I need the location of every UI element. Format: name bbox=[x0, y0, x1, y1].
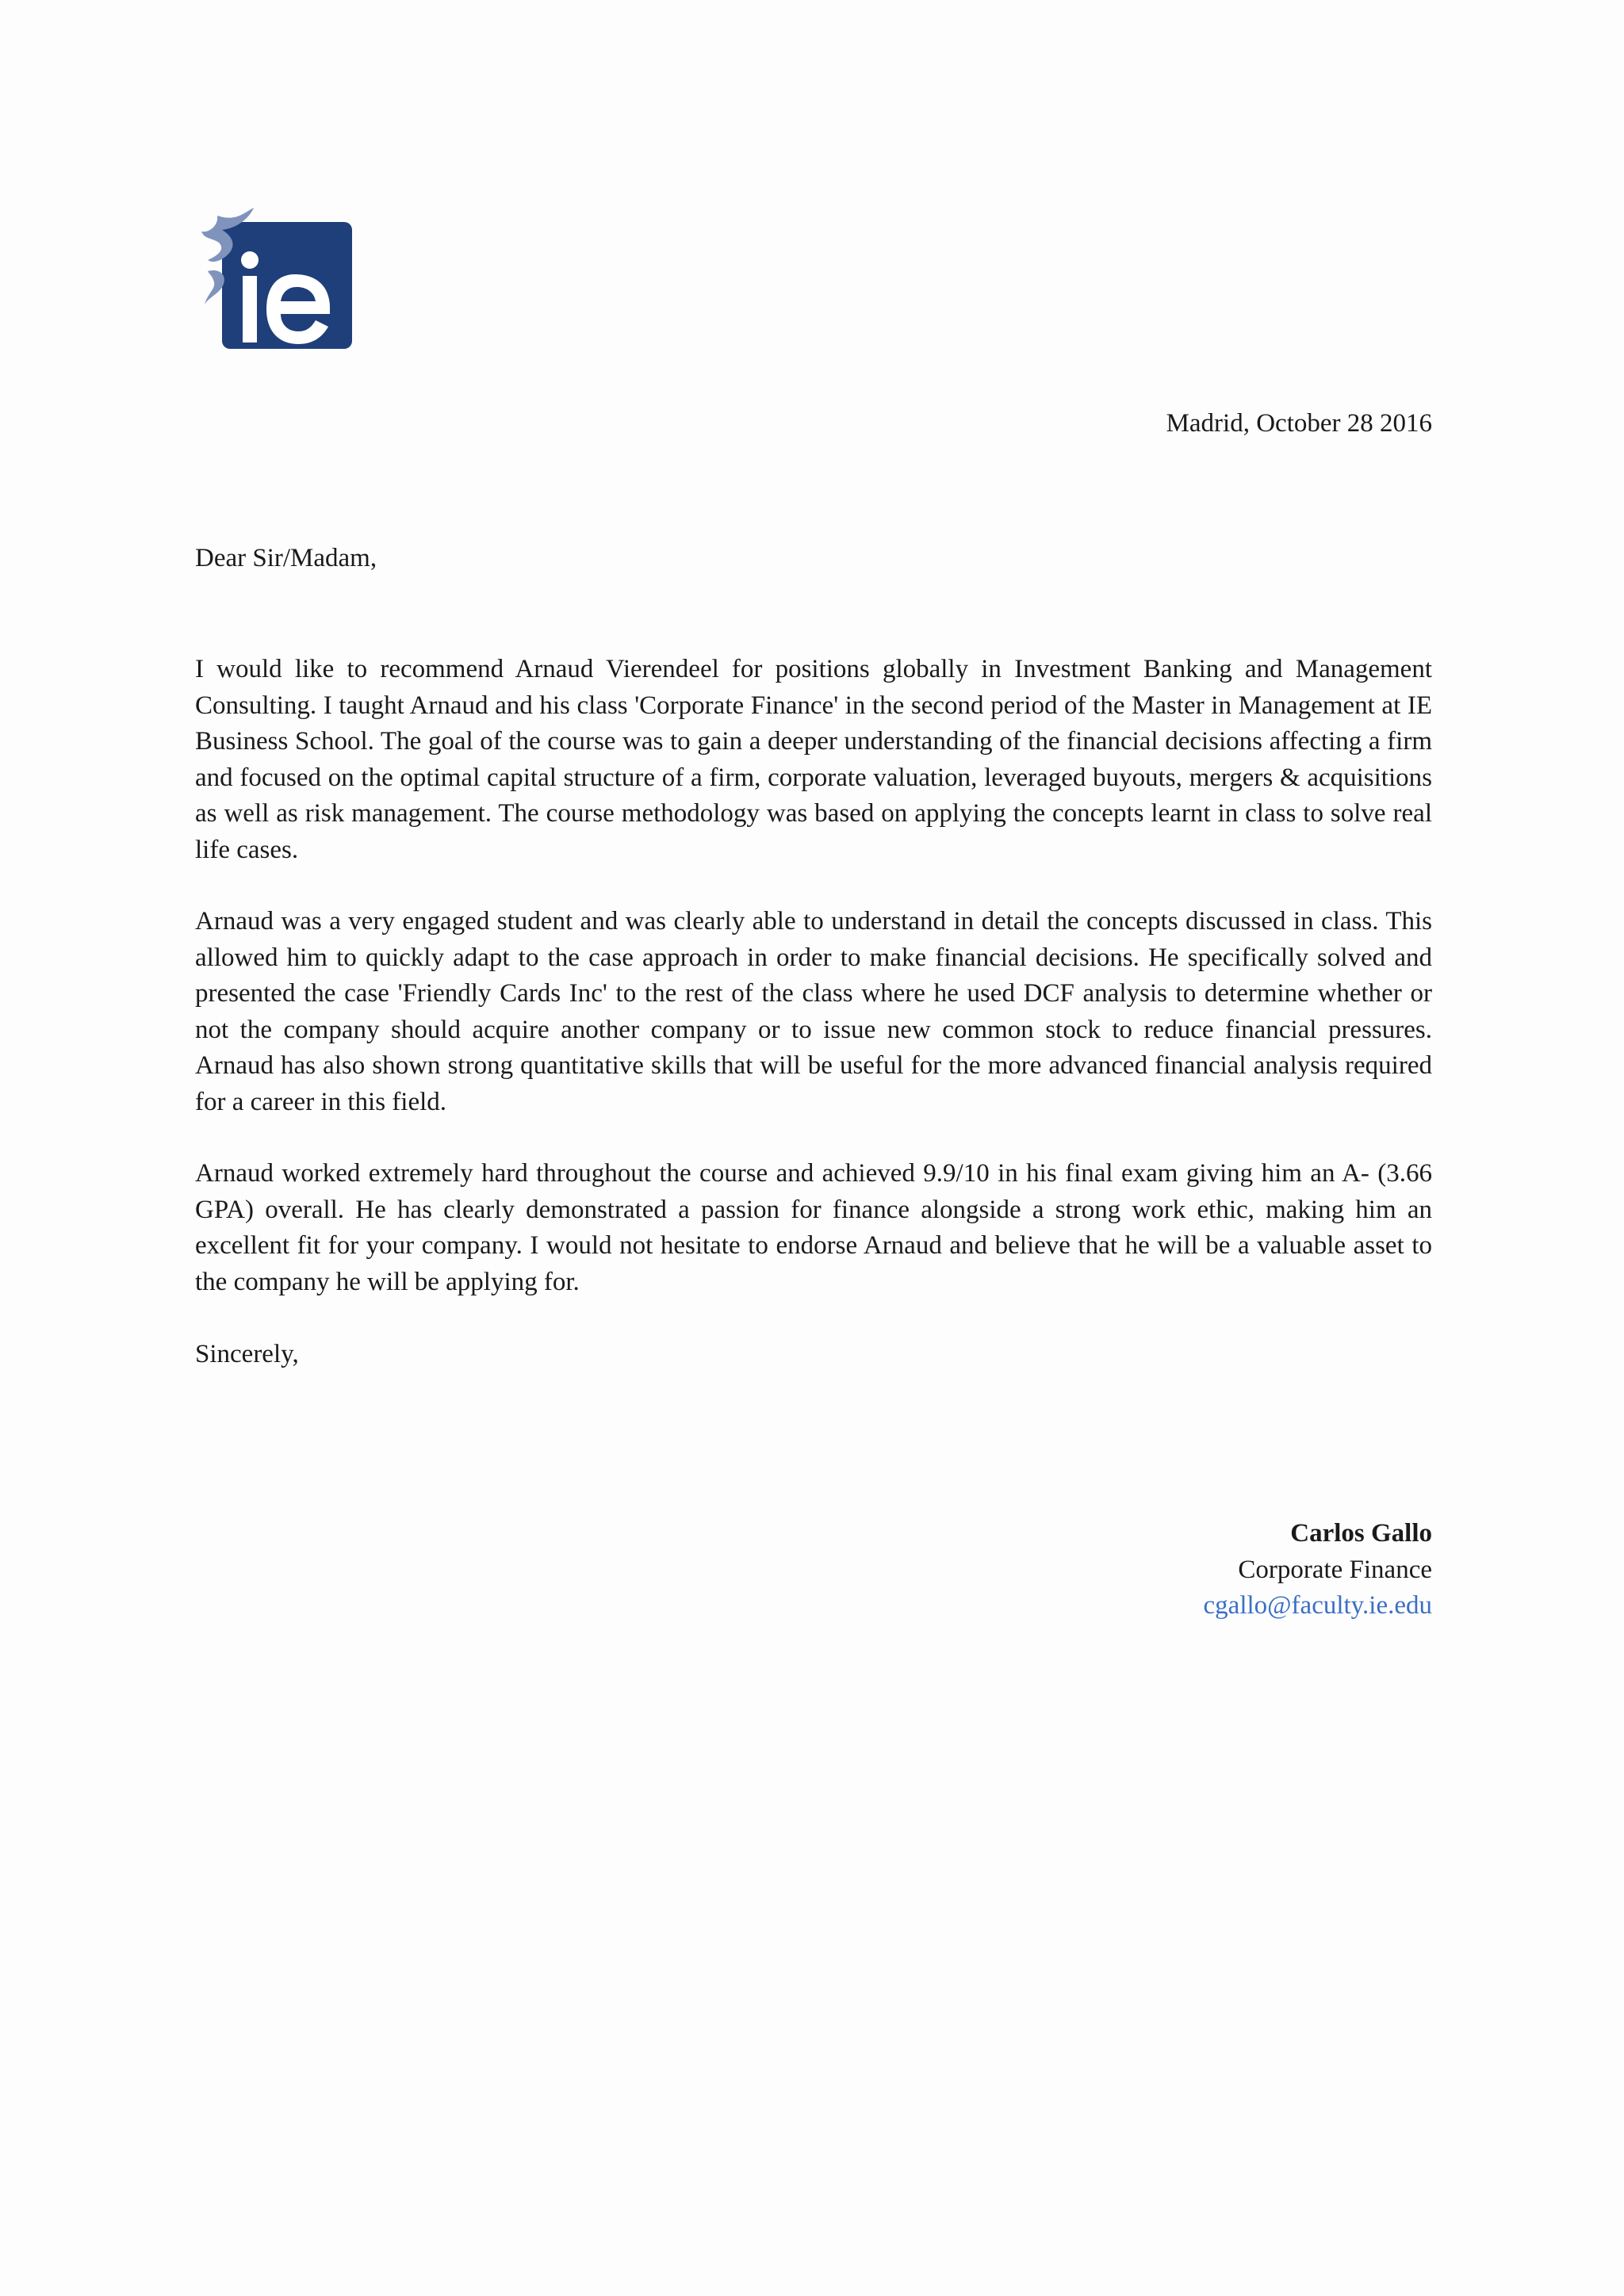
letter-date: Madrid, October 28 2016 bbox=[1166, 409, 1432, 438]
signature-block bbox=[1204, 1516, 1432, 1624]
signature-email-link[interactable]: cgallo@faculty.ie.edu bbox=[1203, 1591, 1432, 1620]
signature-name: Carlos Gallo bbox=[1290, 1519, 1432, 1548]
signature-department: Corporate Finance bbox=[1238, 1555, 1432, 1584]
body-paragraph-1: I would like to recommend Arnaud Vierendeel for positions globally in Investment Banking and Management Consulting. I taught Arnaud and his class 'Corporate Finance' in the second period of the Master in Management at IE Business School. The goal of the course was to gain a deeper understanding of the financial decisions affecting a firm and focused on the optimal capital structure of a firm, corporate valuation, leveraged buyouts, mergers & acquisitions as well as risk management. The course methodology was based on applying the concepts learnt in class to solve real life cases. bbox=[195, 655, 1432, 864]
body-paragraph-2: Arnaud was a very engaged student and was clearly able to understand in detail the concepts discussed in class. This allowed him to quickly adapt to the case approach in order to make financial decisions. He specifically solved and presented the case 'Friendly Cards Inc' to the rest of the class where he used DCF analysis to determine whether or not the company should acquire another company or to issue new common stock to reduce financial pressures. Arnaud has also shown strong quantitative skills that will be useful for the more advanced financial analysis required for a career in this field. bbox=[195, 907, 1432, 1116]
body-paragraph-3: Arnaud worked extremely hard throughout the course and achieved 9.9/10 in his final exam giving him an A- (3.66 GPA) overall. He has clearly demonstrated a passion for finance alongside a strong work ethic, making him an excellent fit for your company. I would not hesitate to endorse Arnaud and believe that he will be a valuable asset to the company he will be applying for. bbox=[195, 1159, 1432, 1296]
salutation: Dear Sir/Madam, bbox=[195, 544, 377, 572]
ie-logo bbox=[201, 208, 352, 349]
closing: Sincerely, bbox=[195, 1340, 299, 1368]
